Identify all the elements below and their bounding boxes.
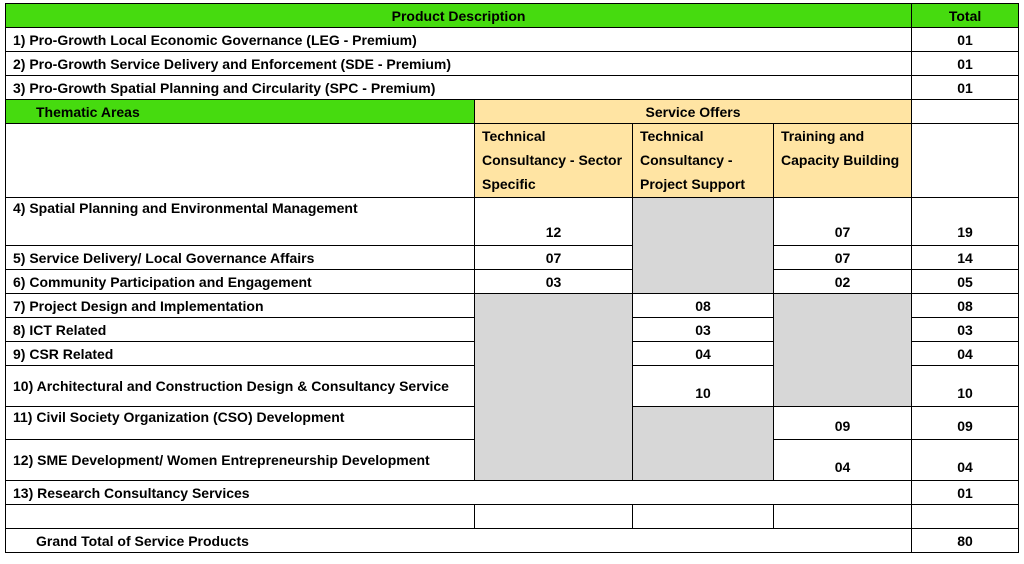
grand-total-row [6, 529, 1019, 553]
empty-cell [6, 505, 475, 529]
table-row [6, 198, 1019, 246]
row-total: 10 [912, 366, 1019, 407]
project-value: 03 [633, 318, 774, 342]
table-row [6, 481, 1019, 505]
col-technical-project-support: Technical Consultancy - Project Support [633, 124, 774, 198]
thematic-label: 6) Community Participation and Engagement [6, 270, 475, 294]
premium-total: 01 [912, 76, 1019, 100]
row-total: 05 [912, 270, 1019, 294]
empty-cell [912, 100, 1019, 124]
premium-label: 3) Pro-Growth Spatial Planning and Circularity (SPC - Premium) [6, 76, 912, 100]
premium-total: 01 [912, 28, 1019, 52]
project-value: 04 [633, 342, 774, 366]
col-training-capacity-building: Training and Capacity Building [774, 124, 912, 198]
na-cell [633, 407, 774, 481]
row-total: 04 [912, 440, 1019, 481]
empty-cell [774, 505, 912, 529]
service-offers-header: Service Offers [475, 100, 912, 124]
sector-value: 03 [475, 270, 633, 294]
thematic-label: 11) Civil Society Organization (CSO) Development [6, 407, 475, 440]
na-cell [774, 294, 912, 407]
service-columns-row [6, 124, 1019, 198]
row-total: 09 [912, 407, 1019, 440]
project-value: 08 [633, 294, 774, 318]
training-value: 02 [774, 270, 912, 294]
project-value: 10 [633, 366, 774, 407]
empty-cell [475, 505, 633, 529]
thematic-label: 8) ICT Related [6, 318, 475, 342]
empty-cell [633, 505, 774, 529]
row-total: 08 [912, 294, 1019, 318]
blank-row [6, 505, 1019, 529]
thematic-areas-header: Thematic Areas [6, 100, 475, 124]
thematic-label: 9) CSR Related [6, 342, 475, 366]
header-row [6, 4, 1019, 28]
grand-total-label: Grand Total of Service Products [6, 529, 912, 553]
table-row [6, 76, 1019, 100]
thematic-label: 5) Service Delivery/ Local Governance Affairs [6, 246, 475, 270]
row-total: 01 [912, 481, 1019, 505]
premium-total: 01 [912, 52, 1019, 76]
col-technical-sector-specific: Technical Consultancy - Sector Specific [475, 124, 633, 198]
service-products-table-wrapper [5, 3, 1019, 553]
total-header: Total [912, 4, 1019, 28]
table-row [6, 270, 1019, 294]
training-value: 04 [774, 440, 912, 481]
training-value: 09 [774, 407, 912, 440]
table-row [6, 28, 1019, 52]
table-row [6, 294, 1019, 318]
empty-cell [912, 505, 1019, 529]
sector-value: 12 [475, 198, 633, 246]
table-row [6, 246, 1019, 270]
premium-label: 1) Pro-Growth Local Economic Governance (LEG - Premium) [6, 28, 912, 52]
table-row [6, 52, 1019, 76]
grand-total-value: 80 [912, 529, 1019, 553]
thematic-header-row [6, 100, 1019, 124]
thematic-label: 13) Research Consultancy Services [6, 481, 912, 505]
row-total: 04 [912, 342, 1019, 366]
na-cell [633, 198, 774, 294]
empty-cell [912, 124, 1019, 198]
training-value: 07 [774, 198, 912, 246]
thematic-label: 4) Spatial Planning and Environmental Management [6, 198, 475, 246]
premium-label: 2) Pro-Growth Service Delivery and Enforcement (SDE - Premium) [6, 52, 912, 76]
service-products-table [5, 3, 1019, 553]
row-total: 14 [912, 246, 1019, 270]
product-description-header: Product Description [6, 4, 912, 28]
sector-value: 07 [475, 246, 633, 270]
na-cell [475, 294, 633, 481]
thematic-label: 7) Project Design and Implementation [6, 294, 475, 318]
empty-cell [6, 124, 475, 198]
thematic-label: 10) Architectural and Construction Design & Consultancy Service [6, 366, 475, 407]
thematic-label: 12) SME Development/ Women Entrepreneurship Development [6, 440, 475, 481]
training-value: 07 [774, 246, 912, 270]
row-total: 03 [912, 318, 1019, 342]
row-total: 19 [912, 198, 1019, 246]
